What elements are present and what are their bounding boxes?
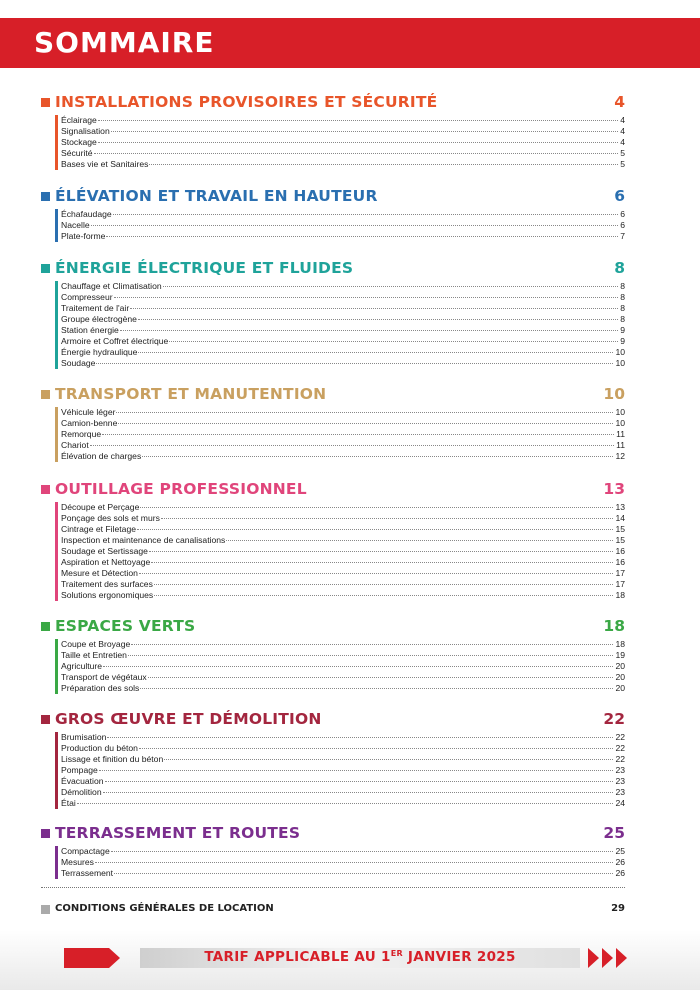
- toc-item-page: 4: [620, 115, 625, 125]
- toc-item-label: Chariot: [61, 440, 89, 450]
- section-page-number: 18: [603, 617, 625, 635]
- section-bullet: [41, 622, 50, 631]
- section-title: TERRASSEMENT ET ROUTES: [55, 824, 301, 842]
- toc-item-page: 18: [615, 639, 625, 649]
- dot-leader: [98, 120, 618, 121]
- section-items: [55, 281, 625, 369]
- toc-item[interactable]: [61, 639, 625, 650]
- toc-item-page: 20: [615, 661, 625, 671]
- toc-section: [41, 93, 625, 170]
- toc-item-label: Soudage et Sertissage: [61, 546, 148, 556]
- toc-item-label: Compresseur: [61, 292, 113, 302]
- chevron-right-icon: [602, 948, 613, 968]
- toc-item-label: Mesure et Détection: [61, 568, 138, 578]
- section-heading[interactable]: [41, 617, 625, 639]
- section-items: [55, 502, 625, 601]
- toc-item-label: Station énergie: [61, 325, 119, 335]
- dot-leader: [98, 142, 618, 143]
- dot-leader: [113, 214, 619, 215]
- dot-leader: [151, 562, 613, 563]
- toc-item-label: Soudage: [61, 358, 96, 368]
- dot-leader: [114, 297, 619, 298]
- dot-leader: [149, 164, 618, 165]
- section-page-number: 22: [603, 710, 625, 728]
- dot-leader: [114, 873, 613, 874]
- toc-item-page: 22: [615, 754, 625, 764]
- dot-leader: [154, 595, 613, 596]
- toc-item-label: Nacelle: [61, 220, 90, 230]
- toc-item[interactable]: [61, 220, 625, 231]
- toc-item-page: 16: [615, 546, 625, 556]
- section-title: ESPACES VERTS: [55, 617, 196, 635]
- dot-leader: [137, 529, 613, 530]
- dot-leader: [154, 584, 614, 585]
- dot-leader: [138, 352, 613, 353]
- toc-item-label: Compactage: [61, 846, 110, 856]
- toc-item[interactable]: [61, 292, 625, 303]
- dot-leader: [90, 445, 614, 446]
- toc-item[interactable]: [61, 765, 625, 776]
- toc-item-label: Sécurité: [61, 148, 93, 158]
- section-items-bar: [55, 115, 58, 170]
- toc-item-page: 10: [615, 418, 625, 428]
- toc-item-page: 23: [615, 765, 625, 775]
- toc-item-label: Plate-forme: [61, 231, 106, 241]
- footer-red-bar: [64, 948, 109, 968]
- section-items-bar: [55, 732, 58, 809]
- dot-leader: [139, 748, 614, 749]
- toc-item[interactable]: [61, 126, 625, 137]
- toc-item-label: Préparation des sols: [61, 683, 140, 693]
- toc-item-page: 8: [620, 281, 625, 291]
- toc-item-page: 25: [615, 846, 625, 856]
- toc-item-label: Véhicule léger: [61, 407, 116, 417]
- toc-item-label: Énergie hydraulique: [61, 347, 138, 357]
- toc-item[interactable]: [61, 281, 625, 292]
- toc-item-page: 4: [620, 137, 625, 147]
- toc-item[interactable]: [61, 159, 625, 170]
- toc-item-page: 11: [616, 429, 625, 439]
- section-page-number: 13: [603, 480, 625, 498]
- toc-item-page: 16: [615, 557, 625, 567]
- toc-item[interactable]: [61, 672, 625, 683]
- toc-item-page: 12: [615, 451, 625, 461]
- section-items: [55, 732, 625, 809]
- conditions-page: 29: [611, 903, 625, 914]
- toc-item[interactable]: [61, 502, 625, 513]
- section-items: [55, 209, 625, 242]
- section-page-number: 10: [603, 385, 625, 403]
- section-items: [55, 115, 625, 170]
- toc-item-label: Groupe électrogène: [61, 314, 137, 324]
- section-items-bar: [55, 639, 58, 694]
- toc-item[interactable]: [61, 513, 625, 524]
- toc-item-label: Évacuation: [61, 776, 104, 786]
- toc-item[interactable]: [61, 347, 625, 358]
- dot-leader: [169, 341, 618, 342]
- section-title: INSTALLATIONS PROVISOIRES ET SÉCURITÉ: [55, 93, 438, 111]
- dot-leader: [142, 456, 613, 457]
- dot-leader: [140, 688, 613, 689]
- toc-item-label: Ponçage des sols et murs: [61, 513, 160, 523]
- separator: [41, 887, 625, 888]
- conditions-entry[interactable]: [41, 903, 625, 917]
- toc-item[interactable]: [61, 137, 625, 148]
- toc-item-page: 24: [615, 798, 625, 808]
- dot-leader: [139, 573, 614, 574]
- toc-item-page: 20: [615, 672, 625, 682]
- section-page-number: 4: [614, 93, 625, 111]
- section-page-number: 25: [603, 824, 625, 842]
- dot-leader: [164, 759, 613, 760]
- toc-item-page: 22: [615, 743, 625, 753]
- toc-item[interactable]: [61, 546, 625, 557]
- toc-item-label: Élévation de charges: [61, 451, 142, 461]
- dot-leader: [105, 781, 614, 782]
- toc-item[interactable]: [61, 418, 625, 429]
- toc-section: [41, 187, 625, 242]
- toc-item-page: 23: [615, 787, 625, 797]
- section-title: ÉLÉVATION ET TRAVAIL EN HAUTEUR: [55, 187, 378, 205]
- dot-leader: [103, 666, 613, 667]
- section-page-number: 6: [614, 187, 625, 205]
- section-page-number: 8: [614, 259, 625, 277]
- toc-item-label: Camion-benne: [61, 418, 118, 428]
- toc-section: [41, 710, 625, 809]
- dot-leader: [94, 153, 619, 154]
- toc-item[interactable]: [61, 868, 625, 879]
- toc-item-label: Traitement de l'air: [61, 303, 130, 313]
- toc-item-page: 6: [620, 209, 625, 219]
- toc-item[interactable]: [61, 440, 625, 451]
- toc-item-label: Taille et Entretien: [61, 650, 127, 660]
- toc-item[interactable]: [61, 209, 625, 220]
- toc-item[interactable]: [61, 231, 625, 242]
- section-bullet: [41, 192, 50, 201]
- toc-item-page: 17: [615, 568, 625, 578]
- toc-item-page: 26: [615, 857, 625, 867]
- toc-item-page: 14: [615, 513, 625, 523]
- toc-item-label: Stockage: [61, 137, 97, 147]
- dot-leader: [161, 518, 614, 519]
- section-title: TRANSPORT ET MANUTENTION: [55, 385, 327, 403]
- dot-leader: [140, 507, 613, 508]
- toc-item[interactable]: [61, 568, 625, 579]
- section-bullet: [41, 264, 50, 273]
- toc-item-label: Solutions ergonomiques: [61, 590, 154, 600]
- dot-leader: [106, 236, 618, 237]
- dot-leader: [107, 737, 613, 738]
- dot-leader: [128, 655, 614, 656]
- toc-item-page: 10: [615, 347, 625, 357]
- toc-item-page: 4: [620, 126, 625, 136]
- dot-leader: [103, 792, 614, 793]
- toc-item-label: Chauffage et Climatisation: [61, 281, 162, 291]
- section-title: ÉNERGIE ÉLECTRIQUE ET FLUIDES: [55, 259, 354, 277]
- toc-item-label: Bases vie et Sanitaires: [61, 159, 149, 169]
- toc-item-page: 18: [615, 590, 625, 600]
- section-heading[interactable]: [41, 259, 625, 281]
- toc-item-page: 15: [615, 524, 625, 534]
- toc-item-page: 10: [615, 407, 625, 417]
- toc-item-page: 10: [615, 358, 625, 368]
- toc-item-page: 23: [615, 776, 625, 786]
- section-items: [55, 846, 625, 879]
- toc-item-page: 20: [615, 683, 625, 693]
- toc-item-label: Remorque: [61, 429, 102, 439]
- toc-section: [41, 259, 625, 369]
- toc-item[interactable]: [61, 336, 625, 347]
- chevron-right-icon: [616, 948, 627, 968]
- toc-item-label: Traitement des surfaces: [61, 579, 153, 589]
- section-items-bar: [55, 407, 58, 462]
- toc-item-page: 9: [620, 325, 625, 335]
- toc-item[interactable]: [61, 650, 625, 661]
- chevron-right-icon: [588, 948, 599, 968]
- toc-item-label: Éclairage: [61, 115, 97, 125]
- toc-item-label: Brumisation: [61, 732, 107, 742]
- toc-item-page: 17: [615, 579, 625, 589]
- toc-item[interactable]: [61, 787, 625, 798]
- toc-item-label: Signalisation: [61, 126, 110, 136]
- toc-item-page: 5: [620, 148, 625, 158]
- toc-item[interactable]: [61, 754, 625, 765]
- toc-item-page: 22: [615, 732, 625, 742]
- dot-leader: [91, 225, 619, 226]
- dot-leader: [138, 319, 618, 320]
- section-title: OUTILLAGE PROFESSIONNEL: [55, 480, 307, 498]
- toc-item-page: 19: [615, 650, 625, 660]
- toc-item[interactable]: [61, 661, 625, 672]
- section-heading[interactable]: [41, 824, 625, 846]
- toc-item-label: Découpe et Perçage: [61, 502, 140, 512]
- toc-item-page: 8: [620, 292, 625, 302]
- toc-item-page: 6: [620, 220, 625, 230]
- section-items: [55, 407, 625, 462]
- toc-item[interactable]: [61, 451, 625, 462]
- section-items: [55, 639, 625, 694]
- toc-item-label: Terrassement: [61, 868, 114, 878]
- toc-item-label: Coupe et Broyage: [61, 639, 131, 649]
- section-items-bar: [55, 209, 58, 242]
- section-bullet: [41, 390, 50, 399]
- dot-leader: [163, 286, 619, 287]
- toc-section: [41, 480, 625, 601]
- toc-item[interactable]: [61, 557, 625, 568]
- toc-item[interactable]: [61, 358, 625, 369]
- toc-section: [41, 824, 625, 879]
- dot-leader: [111, 131, 618, 132]
- section-heading[interactable]: [41, 385, 625, 407]
- section-items-bar: [55, 281, 58, 369]
- section-heading[interactable]: [41, 187, 625, 209]
- dot-leader: [102, 434, 614, 435]
- toc-item[interactable]: [61, 732, 625, 743]
- dot-leader: [96, 363, 613, 364]
- toc-item-label: Production du béton: [61, 743, 138, 753]
- toc-item[interactable]: [61, 743, 625, 754]
- page-title: SOMMAIRE: [34, 26, 215, 59]
- toc-item[interactable]: [61, 535, 625, 546]
- conditions-label: CONDITIONS GÉNÉRALES DE LOCATION: [55, 903, 274, 914]
- dot-leader: [116, 412, 613, 413]
- toc-item-label: Aspiration et Nettoyage: [61, 557, 151, 567]
- conditions-bullet: [41, 905, 50, 914]
- toc-item-page: 8: [620, 314, 625, 324]
- dot-leader: [99, 770, 614, 771]
- toc-item-page: 13: [615, 502, 625, 512]
- section-bullet: [41, 98, 50, 107]
- toc-item[interactable]: [61, 115, 625, 126]
- toc-section: [41, 385, 625, 462]
- dot-leader: [95, 862, 613, 863]
- toc-item-page: 26: [615, 868, 625, 878]
- toc-item[interactable]: [61, 590, 625, 601]
- toc-item[interactable]: [61, 857, 625, 868]
- section-title: GROS ŒUVRE ET DÉMOLITION: [55, 710, 322, 728]
- toc-item-page: 5: [620, 159, 625, 169]
- section-bullet: [41, 485, 50, 494]
- toc-item[interactable]: [61, 429, 625, 440]
- toc-item-page: 7: [620, 231, 625, 241]
- section-bullet: [41, 715, 50, 724]
- dot-leader: [149, 551, 613, 552]
- toc-item-page: 15: [615, 535, 625, 545]
- toc-item-label: Transport de végétaux: [61, 672, 147, 682]
- toc-item-label: Démolition: [61, 787, 102, 797]
- toc-item-label: Mesures: [61, 857, 94, 867]
- toc-item[interactable]: [61, 148, 625, 159]
- section-bullet: [41, 829, 50, 838]
- toc-item-label: Étai: [61, 798, 76, 808]
- toc-item-page: 8: [620, 303, 625, 313]
- toc-item[interactable]: [61, 798, 625, 809]
- section-items-bar: [55, 502, 58, 601]
- toc-item-label: Inspection et maintenance de canalisations: [61, 535, 226, 545]
- dot-leader: [118, 423, 613, 424]
- toc-item[interactable]: [61, 524, 625, 535]
- toc-item[interactable]: [61, 776, 625, 787]
- toc-item[interactable]: [61, 846, 625, 857]
- toc-item[interactable]: [61, 325, 625, 336]
- dot-leader: [111, 851, 614, 852]
- section-items-bar: [55, 846, 58, 879]
- toc-item-page: 9: [620, 336, 625, 346]
- footer-text: TARIF APPLICABLE AU 1ER JANVIER 2025: [204, 949, 516, 965]
- dot-leader: [226, 540, 613, 541]
- toc-section: [41, 617, 625, 694]
- section-heading[interactable]: [41, 480, 625, 502]
- toc-item[interactable]: [61, 303, 625, 314]
- toc-item-label: Pompage: [61, 765, 98, 775]
- toc-item[interactable]: [61, 579, 625, 590]
- toc-item[interactable]: [61, 407, 625, 418]
- dot-leader: [130, 308, 618, 309]
- dot-leader: [77, 803, 614, 804]
- toc-item-label: Lissage et finition du béton: [61, 754, 164, 764]
- toc-item-page: 11: [616, 440, 625, 450]
- section-heading[interactable]: [41, 93, 625, 115]
- toc-item-label: Agriculture: [61, 661, 103, 671]
- toc-item[interactable]: [61, 683, 625, 694]
- toc-item-label: Échafaudage: [61, 209, 112, 219]
- dot-leader: [120, 330, 618, 331]
- chevron-right-icon: [109, 948, 120, 968]
- dot-leader: [131, 644, 613, 645]
- toc-item-label: Cintrage et Filetage: [61, 524, 136, 534]
- toc-item-label: Armoire et Coffret électrique: [61, 336, 169, 346]
- section-heading[interactable]: [41, 710, 625, 732]
- toc-item[interactable]: [61, 314, 625, 325]
- dot-leader: [148, 677, 614, 678]
